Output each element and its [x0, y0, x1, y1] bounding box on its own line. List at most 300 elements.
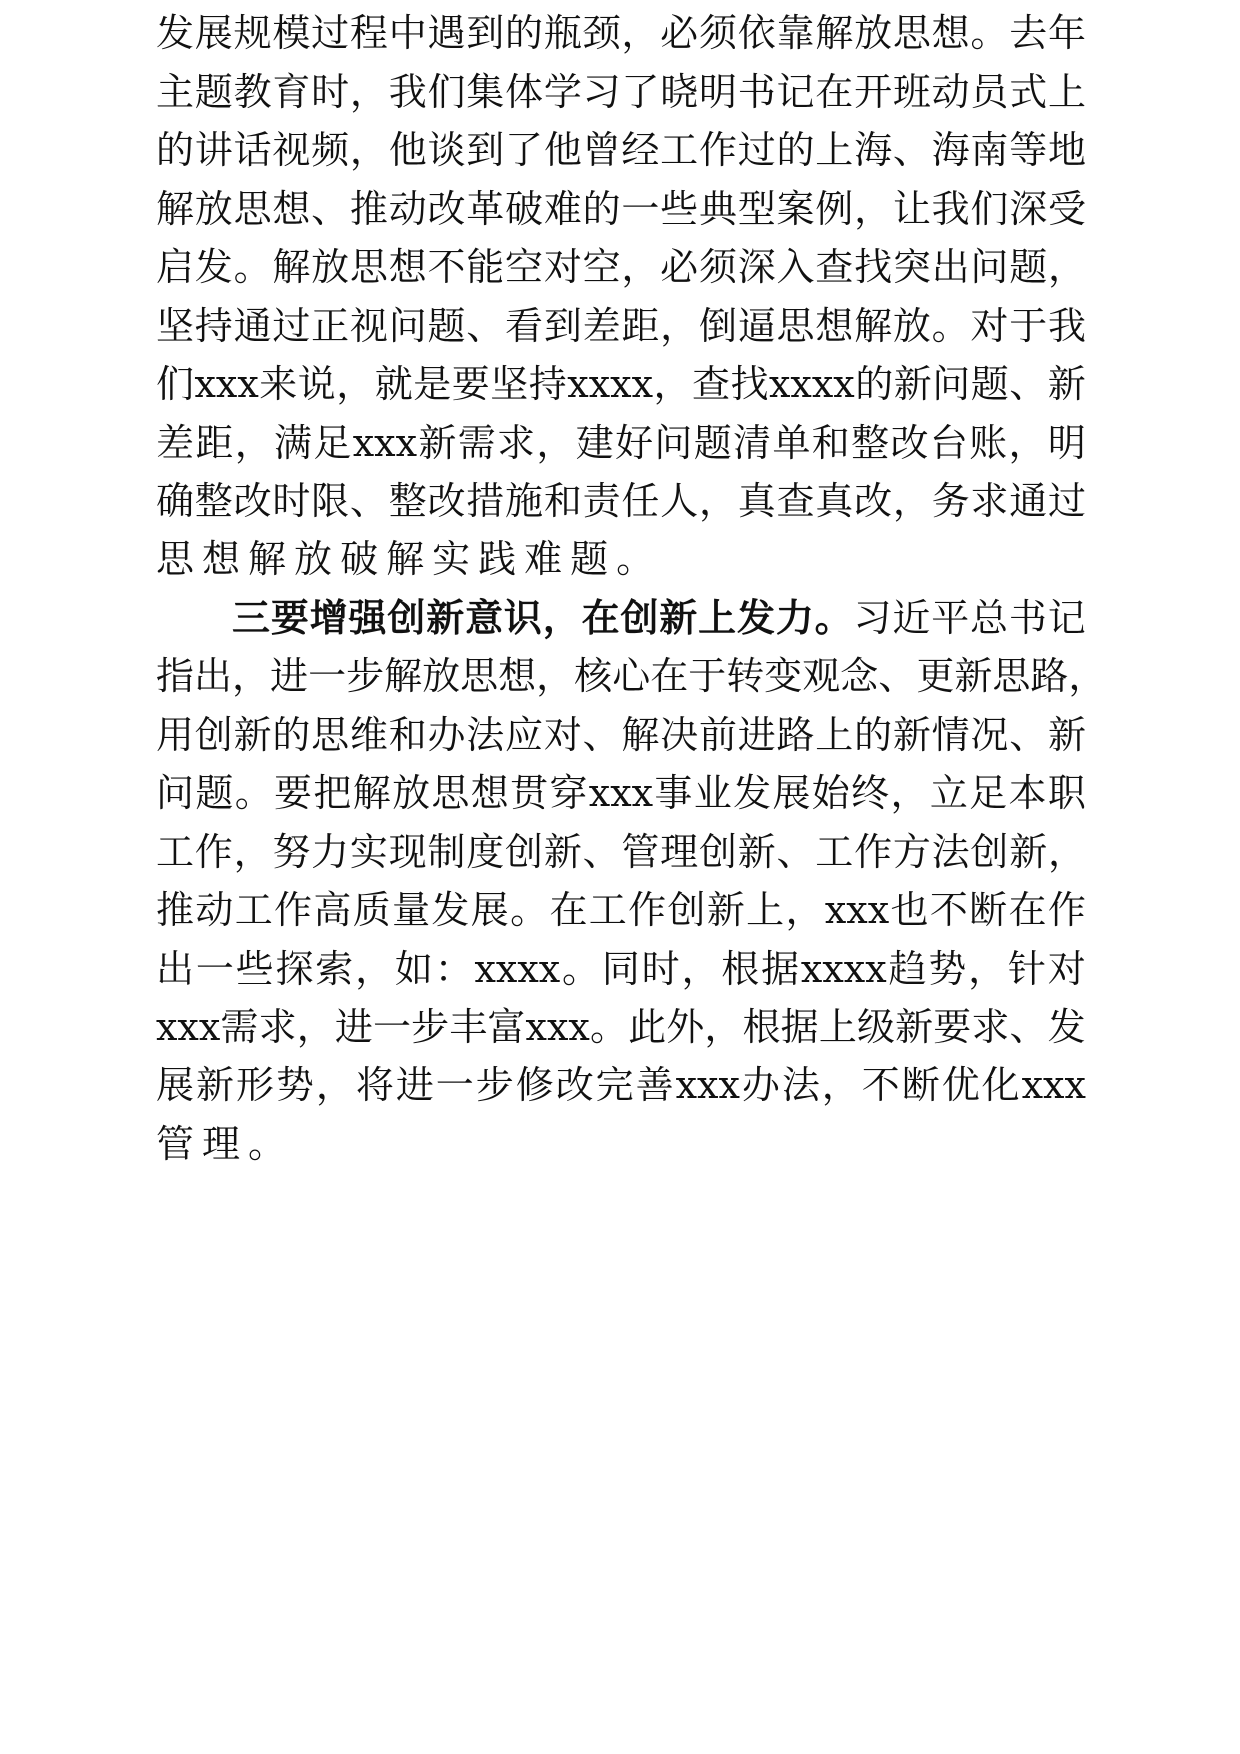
text-char: 等 [1009, 128, 1048, 172]
text-char: 管 [156, 1122, 203, 1166]
text-char: 的 [505, 11, 544, 55]
text-char: 根 [721, 947, 760, 991]
text-char: 用 [156, 713, 195, 757]
text-char: 深 [1009, 187, 1048, 231]
text-char: ， [355, 947, 394, 991]
text-char: 践 [478, 537, 525, 581]
text-char: 展 [156, 1063, 195, 1107]
bold-heading-char: 力 [775, 595, 814, 640]
text-char: 上 [1047, 70, 1086, 114]
text-char: 查 [692, 362, 731, 406]
text-char: 、 [776, 830, 815, 874]
text-char: 依 [737, 11, 776, 55]
text-char: 办 [427, 713, 466, 757]
text-char: 的 [855, 362, 894, 406]
text-char: 改 [854, 479, 893, 523]
text-char: 们 [427, 70, 466, 114]
text-char: xxx [1021, 1063, 1086, 1107]
text-char: 我 [1047, 304, 1086, 348]
text-char: 核 [574, 654, 613, 698]
text-char: 他 [543, 128, 582, 172]
text-char: 、 [349, 479, 388, 523]
text-char: 通 [233, 304, 272, 348]
text-char: ， [890, 771, 929, 815]
text-char: 改 [555, 1063, 594, 1107]
text-char: xxx [675, 1063, 740, 1107]
text-char: 在 [1008, 888, 1047, 932]
text-char: ， [1068, 654, 1107, 698]
text-char: 。 [970, 11, 1009, 55]
text-char: 问 [932, 362, 971, 406]
text-char: 作 [194, 830, 233, 874]
text-char: 和 [543, 479, 582, 523]
text-char: 新 [706, 888, 745, 932]
text-char: 案 [776, 187, 815, 231]
text-char: 倒 [698, 304, 737, 348]
text-char: 责 [582, 479, 621, 523]
text-char: ， [1047, 830, 1086, 874]
text-char: 。 [233, 245, 272, 289]
text-char: 了 [505, 128, 544, 172]
text-char: 须 [698, 11, 737, 55]
text-char: 必 [660, 245, 699, 289]
text-char: 新 [1047, 713, 1086, 757]
text-char: 出 [156, 947, 195, 991]
text-char: 想 [815, 304, 854, 348]
text-char: 整 [851, 421, 890, 465]
text-char: 受 [1047, 187, 1086, 231]
text-char: ， [785, 888, 824, 932]
text-char: 了 [621, 70, 660, 114]
text-char: 题 [195, 771, 234, 815]
text-char: 距 [621, 304, 660, 348]
text-char: 集 [466, 70, 505, 114]
text-char: 坚 [156, 304, 195, 348]
text-char: 整 [388, 479, 427, 523]
text-char: 账 [969, 421, 1008, 465]
text-char: 。 [248, 1122, 295, 1166]
text-char: 求 [497, 421, 536, 465]
text-line [156, 1111, 1086, 1177]
text-char: 思 [233, 187, 272, 231]
text-char: 、 [1009, 713, 1048, 757]
text-char: 作 [274, 888, 313, 932]
text-char: 明 [1047, 421, 1086, 465]
text-char: 说 [297, 362, 336, 406]
text-char: 上 [815, 713, 854, 757]
text-char: 找 [854, 245, 893, 289]
text-char: 放 [311, 245, 350, 289]
text-char: 题 [570, 537, 617, 581]
text-char: 制 [427, 830, 466, 874]
text-char: 索 [315, 947, 354, 991]
text-char: 想 [202, 537, 249, 581]
text-char: 放 [422, 654, 461, 698]
text-line [156, 702, 1086, 768]
text-char: 终 [851, 771, 890, 815]
text-char: 对 [1047, 947, 1086, 991]
text-char: 新 [737, 830, 776, 874]
text-char: ， [698, 479, 737, 523]
text-char: 断 [969, 888, 1008, 932]
text-char: 员 [970, 70, 1009, 114]
text-char: 不 [929, 888, 968, 932]
text-char: ， [892, 479, 931, 523]
text-char: 思 [156, 537, 203, 581]
text-char: 进 [334, 1005, 373, 1049]
text-char: 管 [621, 830, 660, 874]
text-char: 新 [543, 830, 582, 874]
text-char: 地 [1047, 128, 1086, 172]
text-char: 贯 [510, 771, 549, 815]
text-line [156, 176, 1086, 242]
text-char: xxx [352, 421, 418, 465]
text-char: 台 [929, 421, 968, 465]
text-char: 解 [248, 537, 295, 581]
text-char: 题 [427, 304, 466, 348]
text-char: ， [681, 947, 720, 991]
text-char: 发 [733, 771, 772, 815]
text-char: 清 [733, 421, 772, 465]
text-char: 和 [388, 713, 427, 757]
text-char: 习 [853, 596, 892, 640]
text-char: 在 [650, 654, 689, 698]
text-char: 进 [395, 1063, 434, 1107]
text-char: 力 [311, 830, 350, 874]
text-char: 时 [272, 479, 311, 523]
text-char: 创 [194, 713, 233, 757]
text-char: 势 [275, 1063, 314, 1107]
text-char: 把 [313, 771, 352, 815]
text-char: 程 [349, 11, 388, 55]
text-char: 单 [772, 421, 811, 465]
text-char: 想 [931, 11, 970, 55]
text-char: ， [234, 421, 273, 465]
text-char: ， [315, 1063, 354, 1107]
bold-heading-char: 增 [309, 595, 348, 640]
text-char: 观 [802, 654, 841, 698]
text-char: 量 [392, 888, 431, 932]
text-char: 改 [890, 421, 929, 465]
text-char: 工 [234, 888, 273, 932]
text-char: 型 [737, 187, 776, 231]
text-char: 突 [892, 245, 931, 289]
text-char: 思 [460, 654, 499, 698]
text-char: 新 [418, 421, 457, 465]
text-char: 同 [601, 947, 640, 991]
text-char: 查 [776, 479, 815, 523]
text-char: 现 [388, 830, 427, 874]
text-char: 路 [776, 713, 815, 757]
text-char: 发 [1047, 1005, 1086, 1049]
text-char: 上 [818, 1005, 857, 1049]
text-char: 本 [1008, 771, 1047, 815]
text-char: 务 [931, 479, 970, 523]
text-char: 、 [892, 128, 931, 172]
text-char: 方 [892, 830, 931, 874]
text-char: 况 [970, 713, 1009, 757]
text-char: 发 [194, 245, 233, 289]
text-char: ， [536, 421, 575, 465]
text-char: 破 [505, 187, 544, 231]
text-char: 需 [457, 421, 496, 465]
text-char: 事 [654, 771, 693, 815]
text-char: 级 [856, 1005, 895, 1049]
text-char: 教 [233, 70, 272, 114]
text-char: 解 [156, 187, 195, 231]
text-char: 差 [582, 304, 621, 348]
text-char: 话 [233, 128, 272, 172]
text-char: 整 [194, 479, 233, 523]
text-char: 据 [761, 947, 800, 991]
text-char: 们 [970, 187, 1009, 231]
text-char: 对 [543, 245, 582, 289]
text-char: 遇 [427, 11, 466, 55]
text-char: 要 [933, 1005, 972, 1049]
text-char: 能 [466, 245, 505, 289]
text-char: 新 [233, 713, 272, 757]
text-char: ， [349, 70, 388, 114]
text-line [156, 0, 1086, 66]
text-char: 完 [595, 1063, 634, 1107]
text-char: 施 [505, 479, 544, 523]
text-char: 就 [374, 362, 413, 406]
text-char: 班 [892, 70, 931, 114]
text-char: 真 [737, 479, 776, 523]
text-char: 过 [737, 128, 776, 172]
text-char: 须 [698, 245, 737, 289]
text-char: 正 [311, 304, 350, 348]
bold-heading-char: 新 [426, 595, 465, 640]
text-char: 工 [815, 830, 854, 874]
text-char: 规 [233, 11, 272, 55]
text-char: 对 [970, 304, 1009, 348]
text-char: 我 [388, 70, 427, 114]
text-char: 想 [470, 771, 509, 815]
text-char: 如 [394, 947, 433, 991]
text-char: 心 [612, 654, 651, 698]
text-char: ， [349, 128, 388, 172]
text-char: 优 [941, 1063, 980, 1107]
text-char: 实 [349, 830, 388, 874]
text-char: 作 [1047, 888, 1086, 932]
text-char: 新 [893, 362, 932, 406]
text-char: 平 [931, 596, 970, 640]
text-char: 放 [194, 187, 233, 231]
bold-heading-char: 要 [270, 595, 309, 640]
text-char: 解 [352, 771, 391, 815]
text-char: 的 [854, 713, 893, 757]
text-char: 问 [654, 421, 693, 465]
text-char: 晓 [660, 70, 699, 114]
text-char: 创 [505, 830, 544, 874]
text-char: 形 [235, 1063, 274, 1107]
text-char: 要 [451, 362, 490, 406]
text-char: 到 [543, 304, 582, 348]
bold-heading-char: 在 [581, 595, 620, 640]
text-char: 求 [970, 479, 1009, 523]
text-char: 通 [1009, 479, 1048, 523]
text-char: 模 [272, 11, 311, 55]
text-line [156, 760, 1086, 826]
text-char: 例 [815, 187, 854, 231]
text-char: 曾 [582, 128, 621, 172]
text-char: 业 [693, 771, 732, 815]
text-char: 对 [543, 713, 582, 757]
text-char: 职 [1047, 771, 1086, 815]
text-char: ， [232, 654, 271, 698]
text-char: 新 [895, 1005, 934, 1049]
text-char: 思 [349, 245, 388, 289]
text-char: 革 [466, 187, 505, 231]
text-char: 频 [311, 128, 350, 172]
text-char: 南 [970, 128, 1009, 172]
text-line [156, 643, 1107, 709]
text-line [156, 819, 1086, 885]
text-char: 始 [811, 771, 850, 815]
text-char: 想 [272, 187, 311, 231]
text-char: 逼 [737, 304, 776, 348]
text-char: 查 [815, 245, 854, 289]
text-char: 建 [575, 421, 614, 465]
text-char: 习 [582, 70, 621, 114]
text-char: 、 [466, 304, 505, 348]
text-char: 新 [195, 1063, 234, 1107]
text-char: 思 [776, 304, 815, 348]
text-char: 颈 [582, 11, 621, 55]
bold-heading-char: 强 [348, 595, 387, 640]
text-char: ， [536, 654, 575, 698]
text-char: 、 [582, 713, 621, 757]
bold-heading-char: 新 [659, 595, 698, 640]
text-char: 时 [641, 947, 680, 991]
text-char: 、 [1009, 1005, 1048, 1049]
text-char: 想 [388, 245, 427, 289]
text-char: 持 [194, 304, 233, 348]
text-char: 上 [815, 128, 854, 172]
text-char: 一 [195, 947, 234, 991]
text-char: 近 [892, 596, 931, 640]
text-char: 富 [487, 1005, 526, 1049]
text-char: 在 [815, 70, 854, 114]
text-char: 修 [515, 1063, 554, 1107]
text-char: 外 [666, 1005, 705, 1049]
text-char: 开 [854, 70, 893, 114]
text-char: 推 [349, 187, 388, 231]
text-char: 将 [355, 1063, 394, 1107]
bold-heading-char: 上 [698, 595, 737, 640]
text-char: 记 [776, 70, 815, 114]
text-char: 实 [432, 537, 479, 581]
text-line [156, 234, 1086, 300]
text-line [156, 351, 1086, 417]
text-char: 书 [1008, 596, 1047, 640]
text-char: 新 [1047, 362, 1086, 406]
text-char: 书 [737, 70, 776, 114]
text-char: 入 [776, 245, 815, 289]
text-char: 善 [635, 1063, 674, 1107]
text-char: 体 [505, 70, 544, 114]
text-char: ， [968, 947, 1007, 991]
text-char: 谈 [427, 128, 466, 172]
text-char: 展 [772, 771, 811, 815]
text-char: 工 [156, 830, 195, 874]
text-char: ， [1047, 245, 1086, 289]
text-char: 新 [1009, 830, 1048, 874]
text-char: ， [336, 362, 375, 406]
text-line [232, 585, 1086, 651]
text-char: 式 [1009, 70, 1048, 114]
text-char: 足 [969, 771, 1008, 815]
text-char: 和 [811, 421, 850, 465]
text-char: 。 [589, 1005, 628, 1049]
text-char: 更 [916, 654, 955, 698]
text-char: 靠 [776, 11, 815, 55]
text-char: 针 [1007, 947, 1046, 991]
text-char: 解 [386, 537, 433, 581]
bold-heading-char: 。 [814, 595, 853, 640]
text-char: 理 [660, 830, 699, 874]
text-char: 求 [258, 1005, 297, 1049]
text-char: 动 [388, 187, 427, 231]
text-char: 放 [892, 304, 931, 348]
bold-heading-char: 创 [620, 595, 659, 640]
text-char: 来 [259, 362, 298, 406]
text-char: 念 [840, 654, 879, 698]
text-char: 视 [349, 304, 388, 348]
text-char: 的 [272, 713, 311, 757]
text-char: 一 [308, 654, 347, 698]
text-line [156, 293, 1086, 359]
text-char: 改 [427, 479, 466, 523]
text-char: 到 [466, 11, 505, 55]
text-char: 指 [156, 654, 195, 698]
text-char: 、 [582, 830, 621, 874]
bold-heading-char: ， [542, 595, 581, 640]
text-char: 们 [156, 362, 195, 406]
text-char: 动 [931, 70, 970, 114]
text-char: 维 [349, 713, 388, 757]
text-char: 讲 [194, 128, 233, 172]
text-char: 主 [156, 70, 195, 114]
text-char: 不 [861, 1063, 900, 1107]
text-char: 创 [970, 830, 1009, 874]
text-char: 确 [156, 479, 195, 523]
text-char: 视 [272, 128, 311, 172]
text-char: 解 [854, 304, 893, 348]
text-char: 过 [272, 304, 311, 348]
text-char: 进 [270, 654, 309, 698]
text-char: 海 [854, 128, 893, 172]
text-char: 高 [313, 888, 352, 932]
text-char: 问 [388, 304, 427, 348]
text-char: 他 [388, 128, 427, 172]
text-char: 上 [746, 888, 785, 932]
text-char: 过 [1047, 479, 1086, 523]
text-line [156, 877, 1086, 943]
text-char: 真 [815, 479, 854, 523]
text-line [156, 59, 1086, 125]
text-char: 发 [156, 11, 195, 55]
text-char: 转 [726, 654, 765, 698]
text-char: 作 [698, 128, 737, 172]
text-char: 。 [510, 888, 549, 932]
text-char: 也 [890, 888, 929, 932]
text-char: 的 [776, 128, 815, 172]
text-char: 解 [621, 713, 660, 757]
text-char: xxx [824, 888, 890, 932]
text-char: 放 [294, 537, 341, 581]
